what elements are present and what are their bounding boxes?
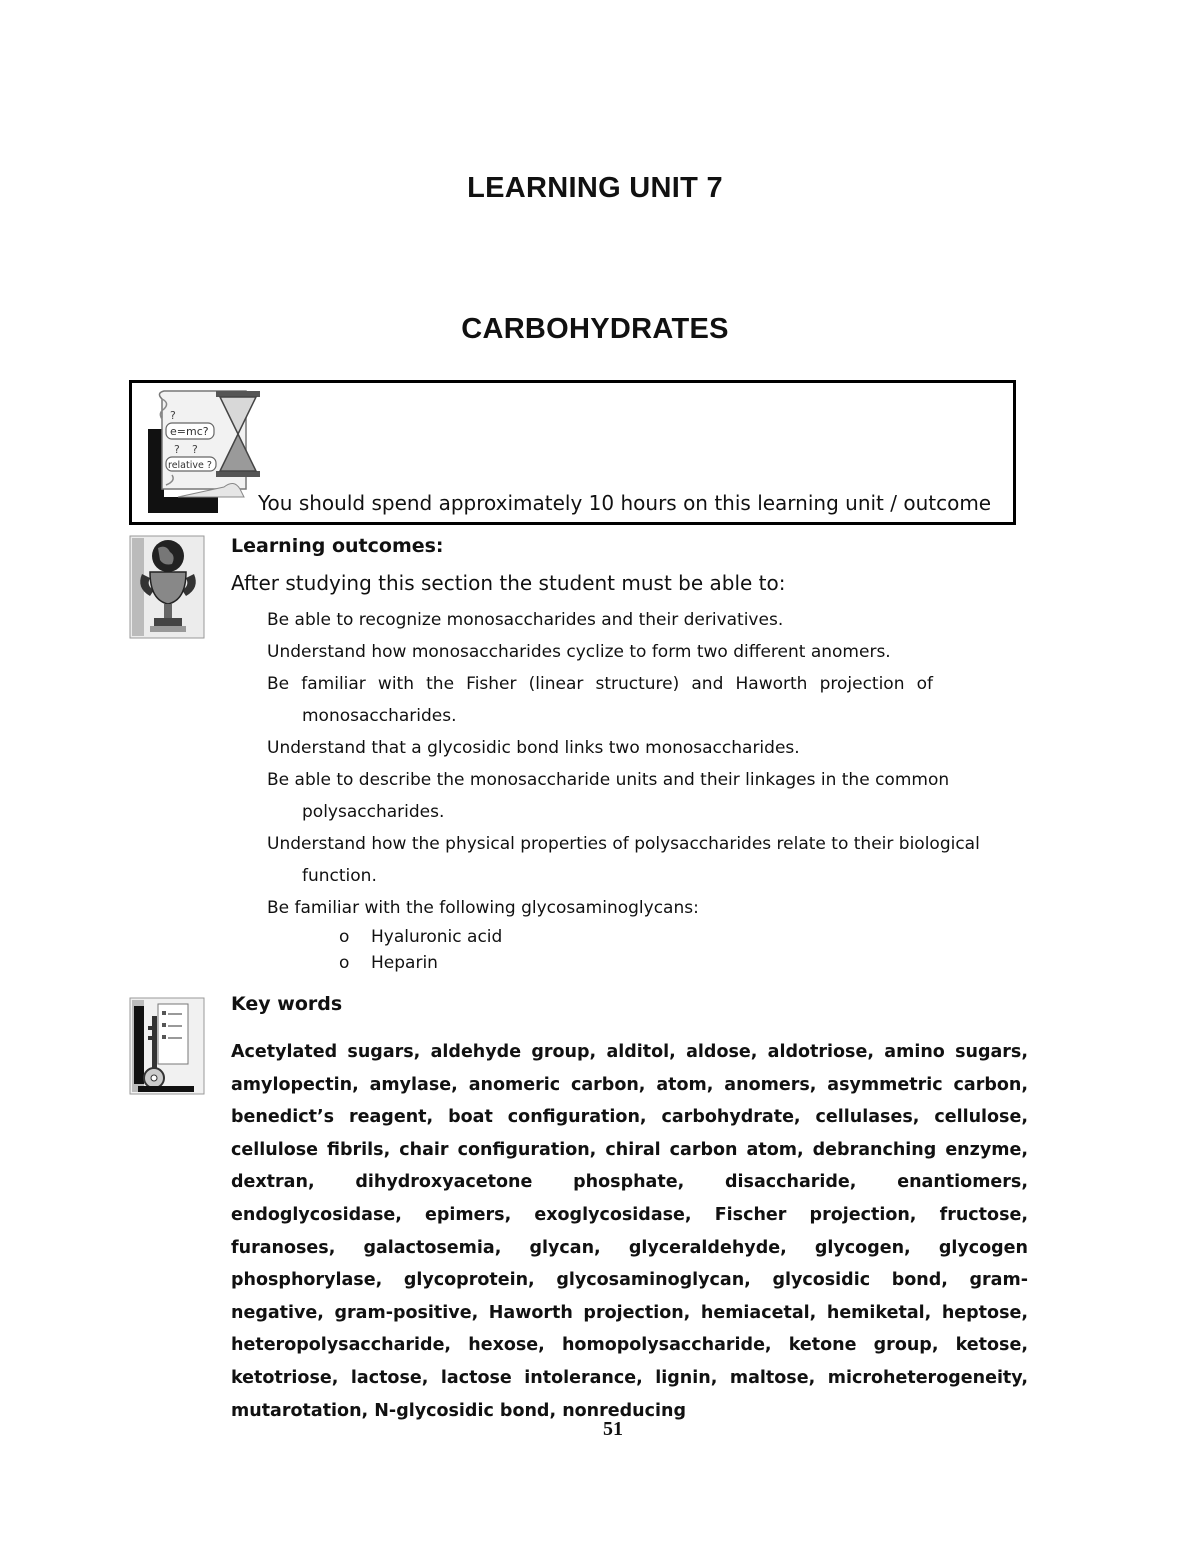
outcome-item: Understand how monosaccharides cyclize to form two different anomers. [267, 642, 891, 662]
topic-title: CARBOHYDRATES [461, 313, 729, 345]
svg-text:?: ? [174, 443, 180, 456]
trophy-globe-icon [128, 534, 206, 640]
outcome-item: Understand that a glycosidic bond links two monosaccharides. [267, 738, 800, 758]
learning-outcomes-heading: Learning outcomes: [231, 535, 444, 557]
key-checklist-icon [128, 996, 206, 1096]
outcome-item: Understand how the physical properties of polysaccharides relate to their biological function. [267, 834, 980, 886]
learning-outcomes-list [267, 604, 1007, 924]
outcome-item: Be familiar with the following glycosaminoglycans: [267, 898, 699, 918]
list-item: o Hyaluronic acid [339, 924, 502, 950]
svg-text:?: ? [170, 409, 176, 422]
key-words-text: Acetylated sugars, aldehyde group, alditol, aldose, aldotriose, amino sugars, amylopectin, amylase, anomeric carbon, atom, anomers, asymmetric carbon, benedict’s reagent, boat configuration, carbohydrate, cellulases, cellulose, cellulose fibrils, chair configuration, chiral carbon atom, debranching enzyme, dextran, dihydroxyacetone phosphate, disaccharide, enantiomers, endoglycosidase, epimers, exoglycosidase, Fischer projection, fructose, furanoses, galactosemia, glycan, glyceraldehyde, glycogen, glycogen phosphorylase, glycoprotein, glycosaminoglycan, glycosidic bond, gram-negative, gram-positive, Haworth projection, hemiacetal, hemiketal, heptose, heteropolysaccharide, hexose, homopolysaccharide, ketone group, ketose, ketotriose, lactose, lactose intolerance, lignin, maltose, microheterogeneity, mutarotation, N-glycosidic bond, nonreducing [231, 1042, 1028, 1421]
svg-text:?: ? [192, 443, 198, 456]
bullet-icon: o [339, 953, 350, 973]
bullet-icon: o [339, 927, 350, 947]
unit-title: LEARNING UNIT 7 [467, 172, 723, 204]
glycosaminoglycan-list [339, 924, 502, 976]
study-time-text: You should spend approximately 10 hours on this learning unit / outcome [258, 491, 992, 515]
page-number: 51 [603, 1418, 623, 1440]
list-item: o Heparin [339, 950, 502, 976]
icon-formula-text: e=mc? [170, 425, 209, 438]
icon-relative-text: relative ? [168, 460, 212, 471]
outcome-item: Be familiar with the Fisher (linear structure) and Haworth projection of monosaccharides. [267, 674, 933, 726]
study-time-box [129, 380, 1016, 525]
outcome-item: Be able to recognize monosaccharides and their derivatives. [267, 610, 784, 630]
key-words-heading: Key words [231, 993, 343, 1015]
learning-outcomes-intro: After studying this section the student must be able to: [231, 571, 786, 595]
outcome-item: Be able to describe the monosaccharide units and their linkages in the common polysaccharides. [267, 770, 950, 822]
scroll-hourglass-icon [148, 389, 266, 513]
